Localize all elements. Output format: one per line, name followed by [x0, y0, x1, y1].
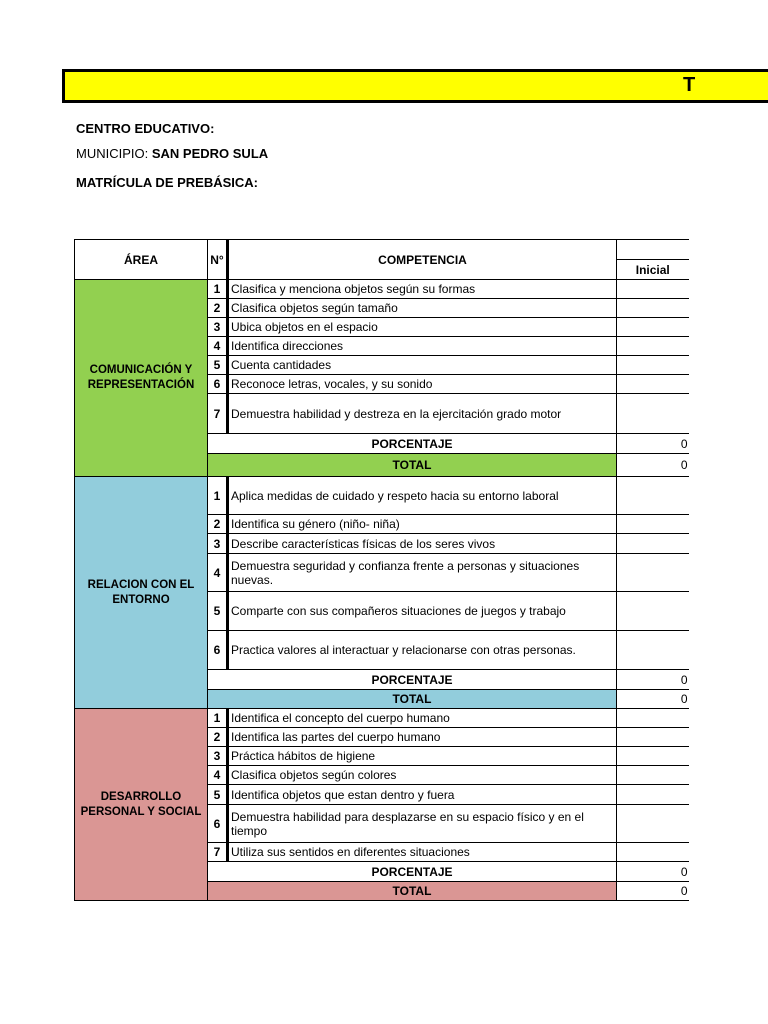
porcentaje-label: PORCENTAJE	[208, 670, 617, 690]
sections-body	[75, 280, 689, 901]
competencia-text: Práctica hábitos de higiene	[228, 747, 617, 766]
title-bar	[62, 69, 768, 103]
score-cell[interactable]	[617, 728, 689, 747]
area-desarrollo-personal: DESARROLLO PERSONAL Y SOCIAL	[75, 709, 208, 901]
total-label: TOTAL	[208, 454, 617, 477]
item-number: 4	[208, 337, 228, 356]
competencia-text: Utiliza sus sentidos en diferentes situaciones	[228, 843, 617, 862]
item-number: 7	[208, 843, 228, 862]
matricula-label: MATRÍCULA DE PREBÁSICA:	[76, 175, 258, 190]
competencia-text: Reconoce letras, vocales, y su sonido	[228, 375, 617, 394]
item-number: 5	[208, 785, 228, 805]
score-cell[interactable]	[617, 337, 689, 356]
header-num: N°	[208, 240, 228, 280]
competencia-text: Clasifica objetos según tamaño	[228, 299, 617, 318]
total-value: 0	[617, 454, 689, 477]
page-title: T	[683, 74, 696, 96]
competencia-text: Identifica el concepto del cuerpo humano	[228, 709, 617, 728]
item-number: 7	[208, 394, 228, 434]
score-cell[interactable]	[617, 843, 689, 862]
porcentaje-value: 0	[617, 434, 689, 454]
total-value: 0	[617, 882, 689, 901]
area-relacion-entorno: RELACION CON EL ENTORNO	[75, 477, 208, 709]
competencia-text: Identifica objetos que estan dentro y fuera	[228, 785, 617, 805]
header-area: ÁREA	[75, 240, 208, 280]
total-label: TOTAL	[208, 882, 617, 901]
competencias-table	[74, 239, 689, 901]
header-score-top	[617, 240, 689, 260]
competencia-text: Ubica objetos en el espacio	[228, 318, 617, 337]
municipio-row	[76, 146, 268, 161]
porcentaje-value: 0	[617, 862, 689, 882]
item-number: 2	[208, 515, 228, 534]
score-cell[interactable]	[617, 631, 689, 670]
competencia-text: Aplica medidas de cuidado y respeto hacia su entorno laboral	[228, 477, 617, 515]
porcentaje-value: 0	[617, 670, 689, 690]
score-cell[interactable]	[617, 747, 689, 766]
score-cell[interactable]	[617, 554, 689, 592]
item-number: 5	[208, 592, 228, 631]
table-row	[75, 280, 689, 299]
competencia-text: Demuestra habilidad para desplazarse en su espacio físico y en el tiempo	[228, 805, 617, 843]
item-number: 2	[208, 728, 228, 747]
item-number: 4	[208, 766, 228, 785]
municipio-value: SAN PEDRO SULA	[151, 146, 269, 161]
area-comunicacion: COMUNICACIÓN Y REPRESENTACIÓN	[75, 280, 208, 477]
score-cell[interactable]	[617, 477, 689, 515]
score-cell[interactable]	[617, 318, 689, 337]
total-label: TOTAL	[208, 690, 617, 709]
municipio-label: MUNICIPIO:	[76, 146, 149, 161]
table-header-row	[75, 240, 689, 260]
score-cell[interactable]	[617, 280, 689, 299]
item-number: 1	[208, 280, 228, 299]
competencia-text: Demuestra habilidad y destreza en la ejercitación grado motor	[228, 394, 617, 434]
item-number: 6	[208, 375, 228, 394]
score-cell[interactable]	[617, 592, 689, 631]
centro-educativo-row	[76, 121, 214, 136]
table-row	[75, 477, 689, 515]
competencia-text: Identifica su género (niño- niña)	[228, 515, 617, 534]
competencia-text: Clasifica objetos según colores	[228, 766, 617, 785]
table-row	[75, 709, 689, 728]
item-number: 3	[208, 318, 228, 337]
competencia-text: Describe características físicas de los seres vivos	[228, 534, 617, 554]
item-number: 1	[208, 477, 228, 515]
matricula-row	[76, 175, 258, 190]
score-cell[interactable]	[617, 299, 689, 318]
competencia-text: Identifica direcciones	[228, 337, 617, 356]
competencia-text: Demuestra seguridad y confianza frente a personas y situaciones nuevas.	[228, 554, 617, 592]
score-cell[interactable]	[617, 709, 689, 728]
item-number: 4	[208, 554, 228, 592]
score-cell[interactable]	[617, 785, 689, 805]
item-number: 2	[208, 299, 228, 318]
score-cell[interactable]	[617, 515, 689, 534]
item-number: 3	[208, 747, 228, 766]
centro-educativo-label: CENTRO EDUCATIVO:	[76, 121, 215, 136]
item-number: 6	[208, 631, 228, 670]
score-cell[interactable]	[617, 805, 689, 843]
header-competencia: COMPETENCIA	[228, 240, 617, 280]
competencia-text: Identifica las partes del cuerpo humano	[228, 728, 617, 747]
competencia-text: Practica valores al interactuar y relacionarse con otras personas.	[228, 631, 617, 670]
item-number: 5	[208, 356, 228, 375]
item-number: 6	[208, 805, 228, 843]
header-inicial: Inicial	[617, 260, 689, 280]
competencia-text: Clasifica y menciona objetos según su formas	[228, 280, 617, 299]
item-number: 3	[208, 534, 228, 554]
score-cell[interactable]	[617, 766, 689, 785]
competencia-text: Cuenta cantidades	[228, 356, 617, 375]
competencia-text: Comparte con sus compañeros situaciones de juegos y trabajo	[228, 592, 617, 631]
score-cell[interactable]	[617, 394, 689, 434]
score-cell[interactable]	[617, 356, 689, 375]
total-value: 0	[617, 690, 689, 709]
score-cell[interactable]	[617, 375, 689, 394]
porcentaje-label: PORCENTAJE	[208, 434, 617, 454]
score-cell[interactable]	[617, 534, 689, 554]
item-number: 1	[208, 709, 228, 728]
porcentaje-label: PORCENTAJE	[208, 862, 617, 882]
